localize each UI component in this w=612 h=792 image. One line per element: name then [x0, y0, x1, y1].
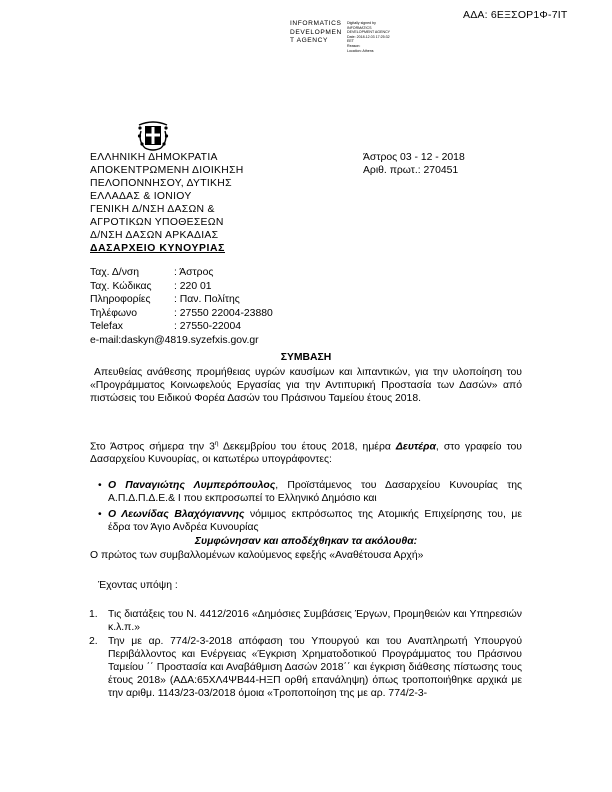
address-row: Ταχ. Δ/νση : Άστρος [90, 267, 214, 278]
protocol-number: Αριθ. πρωτ.: 270451 [363, 165, 459, 176]
header-line: ΑΠΟΚΕΝΤΡΩΜΕΝΗ ΔΙΟΙΚΗΣΗ [90, 165, 244, 176]
digital-signature-stamp [290, 20, 450, 64]
document-title: ΣΥΜΒΑΣΗ [280, 352, 332, 363]
having-regard-heading: Έχοντας υπόψη : [98, 580, 178, 591]
ada-code: ΑΔΑ: 6ΕΞΣΟΡ1Φ-7ΙΤ [463, 9, 568, 21]
date-block [363, 151, 465, 177]
email-row: e-mail:daskyn@4819.syzefxis.gov.gr [90, 334, 259, 346]
header-line: ΕΛΛΗΝΙΚΗ ΔΗΜΟΚΡΑΤΙΑ [90, 152, 218, 163]
opening-paragraph: Στο Άστρος σήμερα την $3^\eta$ Δεκεμβρίου του έτους 2018, ημέρα Δευτέρα, στο γραφείο του Δασαρχείου Κυνουρίας, οι κατωτέρω υπογράφοντες: [90, 440, 522, 466]
agreement-heading: Συμφώνησαν και αποδέχθηκαν τα ακόλουθα: [194, 536, 418, 547]
greek-republic-emblem-icon [135, 117, 171, 153]
header-line: Δ/ΝΣΗ ΔΑΣΩΝ ΑΡΚΑΔΙΑΣ [90, 230, 219, 241]
list-item: 1. Τις διατάξεις του Ν. 4412/2016 «Δημόσιες Συμβάσεις Έργων, Προμηθειών και Υπηρεσιών κ.λ.π.» [89, 609, 522, 633]
list-item: 2. Την με αρ. 774/2-3-2018 απόφαση του Υπουργού και του Αναπληρωτή Υπουργού Περιβάλλοντος και Ενέργειας «Έγκριση Χρηματοδοτικού Προγράμματος του Πράσινου Ταμείου ΄΄ Προστασία και Αναβάθμιση Δασών 2018΄΄ και έγκριση διάθεσης πίστωσης τους έτους 2018» (ΑΔΑ:65ΧΛ4ΨΒ44-ΗΞΠ ορθή επανάληψη) όπως τροποποιήθηκε αρχικά με την αριθμ. 1143/23-03/2018 όμοια «Τροποποίηση της με αρ. 774/2-3- [89, 636, 522, 699]
bullet-icon: • [98, 509, 102, 520]
phone-row: Τηλέφωνο : 27550 22004-23880 [90, 307, 273, 319]
place-date: Άστρος 03 - 12 - 2018 [363, 152, 465, 163]
fax-row: Telefax : 27550-22004 [90, 321, 242, 332]
postal-row: Ταχ. Κώδικας : 220 01 [90, 280, 212, 292]
stamp-signer: INFORMATICS DEVELOPMEN T AGENCY [290, 20, 342, 45]
header-line: ΕΛΛΑΔΑΣ & ΙΟΝΙΟΥ [90, 191, 192, 202]
info-row: Πληροφορίες : Παν. Πολίτης [90, 294, 240, 305]
party-2-bullet: • Ο Λεωνίδας Βλαχόγιαννης νόμιμος εκπρόσωπος της Ατομικής Επιχείρησης του, με έδρα τον Άγιο Ανδρέα Κυνουρίας [98, 509, 523, 533]
subject-paragraph: Απευθείας ανάθεσης προμήθειας υγρών καυσίμων και λιπαντικών, για την υλοποίηση του «Προγράμματος Κοινωφελούς Εργασίας για την Αντιπυρική Προστασία των Δασών» από πιστώσεις του Ειδικού Φορέα Δασών του Πράσινου Ταμείου έτους 2018. [90, 367, 522, 404]
party-1-bullet: • Ο Παναγιώτης Λυμπερόπουλος, Προϊστάμενος του Δασαρχείου Κυνουρίας της Α.Π.Δ.Π.Δ.Ε.& Ι που εκπροσωπεί το Ελληνικό Δημόσιο και [98, 480, 522, 504]
header-line: ΑΓΡΟΤΙΚΩΝ ΥΠΟΘΕΣΕΩΝ [90, 217, 224, 228]
bullet-icon: • [98, 480, 102, 491]
stamp-details: Digitally signed by INFORMATICS DEVELOPMENT AGENCY Date: 2018.12.03 17:25:32 EET Reason: Location: Athens [347, 21, 391, 53]
header-line: ΓΕΝΙΚΗ Δ/ΝΣΗ ΔΑΣΩΝ & [90, 204, 215, 215]
contact-block [90, 266, 273, 347]
authority-header [90, 151, 244, 255]
office-name: ΔΑΣΑΡΧΕΙΟ ΚΥΝΟΥΡΙΑΣ [90, 243, 225, 254]
first-party-line: Ο πρώτος των συμβαλλομένων καλούμενος εφεξής «Αναθέτουσα Αρχή» [90, 550, 424, 561]
header-line: ΠΕΛΟΠΟΝΝΗΣΟΥ, ΔΥΤΙΚΗΣ [90, 178, 232, 189]
